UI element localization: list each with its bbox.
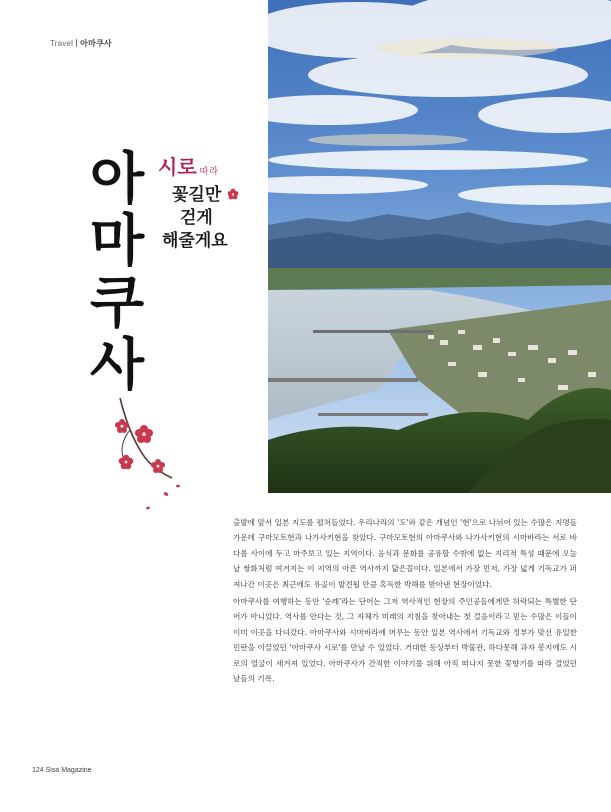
subtitle-line1-text: 시로 xyxy=(158,155,197,179)
title-vertical xyxy=(72,148,162,396)
title-char: 아 xyxy=(89,146,145,212)
subtitle-line2-text: 꽃길만 xyxy=(172,185,222,205)
article-paragraph: 출발에 앞서 일본 지도를 펼쳐들었다. 우리나라의 '도'와 같은 개념인 '현'으로 나뉘어 있는 수많은 지명들 가운데 구마모토현과 나가사키현을 찾았다. 구마모토현의 아마쿠사와 나가사키현의 시마바라는 서로 바다를 사이에 두고 마주보고 있는 지역이다. 음식과 문화를 공유할 수밖에 없는 지리적 특성 때문에 오늘날 쌍화처럼 여겨지는 이 지역의 아픈 역사까지 닮은꼴이다. 일본에서 가장 먼저, 가장 넓게 기독교가 퍼져나간 이곳은 최근에도 유골이 발견될 만큼 혹독한 박해를 받아낸 현장이었다. xyxy=(233,518,577,589)
section-divider xyxy=(76,39,77,47)
landscape-photo xyxy=(268,0,611,493)
article-body xyxy=(233,515,577,688)
title-char: 사 xyxy=(89,332,145,398)
subtitle-line1-sub: 따라 xyxy=(199,167,220,177)
subtitle-line1 xyxy=(158,156,268,184)
title-char: 쿠 xyxy=(89,270,145,336)
subtitle-line2 xyxy=(158,184,268,207)
subtitle-line4: 해줄게요 xyxy=(162,231,228,251)
title-char: 마 xyxy=(89,208,145,274)
page-footer xyxy=(32,767,92,774)
subtitle-line3: 걷게 xyxy=(180,208,213,228)
section-place: 아마쿠사 xyxy=(80,39,112,48)
cherry-blossom-branch-icon xyxy=(100,390,190,524)
blossom-small-icon xyxy=(227,188,239,200)
section-tag xyxy=(50,38,112,49)
subtitle xyxy=(158,156,268,253)
section-category: Travel xyxy=(50,39,74,48)
article-paragraph: 아마쿠사를 여행하는 동안 '순례'라는 단어는 그저 역사적인 현장의 주인공들에게만 허락되는 특별한 단어가 아니었다. 역사를 안다는 것, 그 자체가 미래의 지침을 찾아내는 첫 걸음이라고 믿는 수많은 이들이 이미 이곳을 다녀갔다. 아마쿠사와 시마바라에 머무는 동안 일본 역사에서 기독교와 정부가 맞선 유일한 민란을 이끌었던 '아마쿠사 시로'를 만날 수 있었다. 거대한 동상부터 박물관, 하다못해 과자 봉지에도 시로의 얼굴이 새겨져 있었다. 아마쿠사가 간직한 이야기를 위해 아직 떠나지 못한 꽃향기를 따라 걸었던 날들의 기록. xyxy=(233,597,577,684)
page-number: 124 xyxy=(32,767,44,774)
magazine-name: Sisa Magazine xyxy=(45,767,92,774)
